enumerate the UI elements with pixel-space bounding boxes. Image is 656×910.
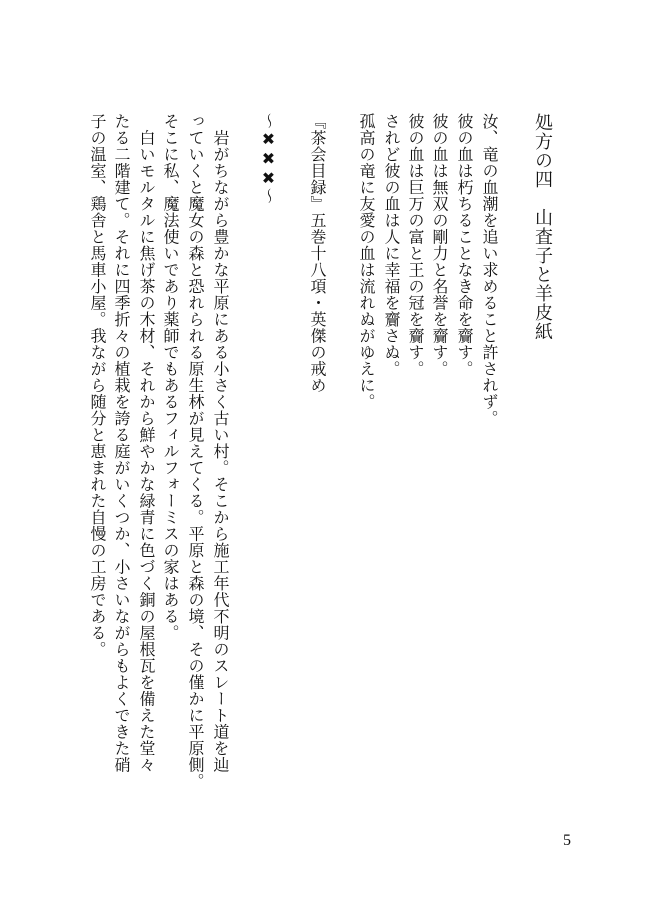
body-paragraph-line: 白いモルタルに焦げ茶の木材、それから鮮やかな緑青に色づく銅の屋根瓦を備えた堂々 [137, 113, 156, 773]
verse-line: 汝、竜の血潮を追い求めること許されず。 [480, 113, 499, 427]
body-paragraph-line: そこに私、魔法使いであり薬師でもあるフィルフォーミスの家はある。 [161, 113, 180, 641]
verse-line: 彼の血は巨万の富と王の冠を齎す。 [406, 113, 425, 377]
citation: 『茶会目録』五巻十八項・英傑の戒め [308, 113, 327, 394]
verse-line: 彼の血は無双の剛力と名誉を齎す。 [430, 113, 449, 377]
body-paragraph-line: 岩がちながら豊かな平原にある小さく古い村。そこから施工年代不明のスレート道を辿 [211, 113, 230, 773]
page-number: 5 [563, 832, 571, 849]
body-paragraph-line: たる二階建て。それに四季折々の植栽を誇る庭がいくつか、小さいながらもよくできた硝 [112, 113, 131, 773]
verse-line: 孤高の竜に友愛の血は流れぬがゆえに。 [357, 113, 376, 410]
body-paragraph-line: っていくと魔女の森と恐れられる原生林が見えてくる。平原と森の境、その僅かに平原側。 [186, 113, 205, 790]
section-separator: ～✖✖✖～ [259, 113, 278, 205]
chapter-title: 処方の四 山査子と羊皮紙 [532, 113, 553, 341]
verse-line: 彼の血は朽ちることなき命を齎す。 [455, 113, 474, 377]
body-paragraph-line: 子の温室、鶏舎と馬車小屋。我ながら随分と恵まれた自慢の工房である。 [88, 113, 107, 658]
verse-line: されど彼の血は人に幸福を齎さぬ。 [382, 113, 401, 377]
